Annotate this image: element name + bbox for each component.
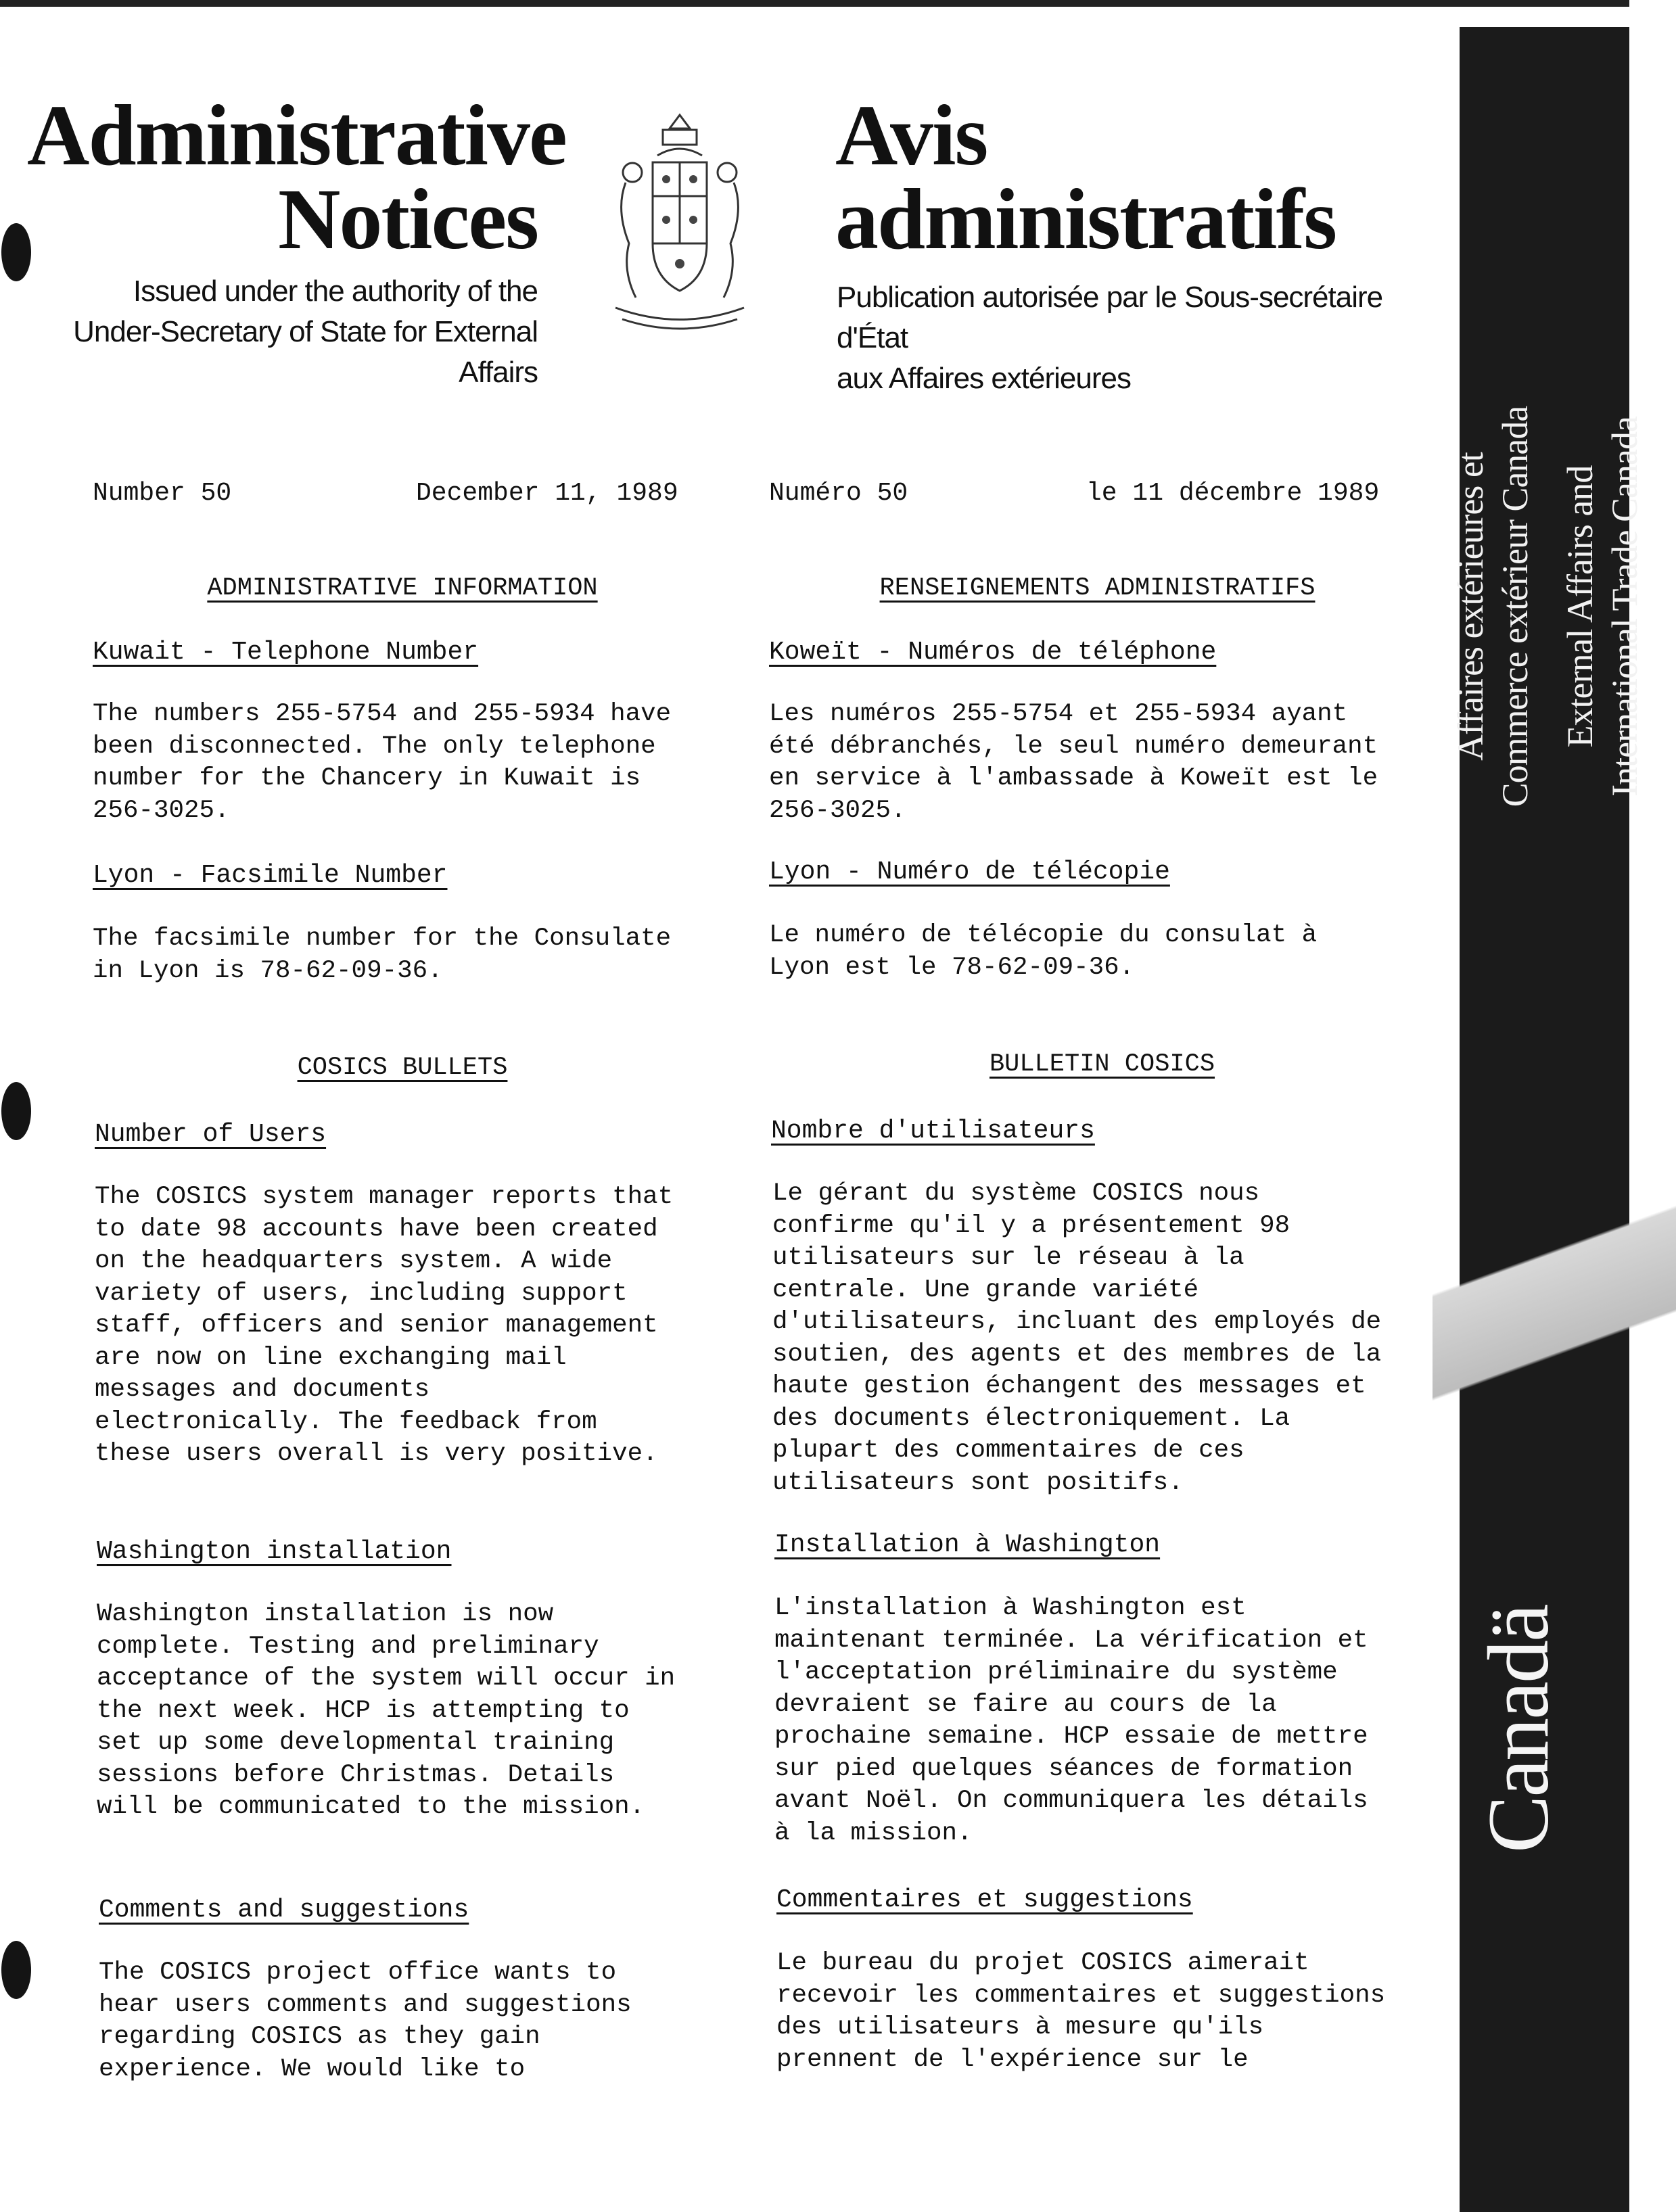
paragraph-kuwait-telephone: The numbers 255-5754 and 255-5934 have been disconnected. The only telephone number for the Chancery in Kuwait is 256-3025. xyxy=(93,700,672,825)
subtitle-french xyxy=(837,277,1445,399)
heading-washington-installation: Washington installation xyxy=(97,1537,452,1566)
paragraph-nombre-utilisateurs: Le gérant du système COSICS nous confirme qu'il y a présentement 98 utilisateurs sur le réseau à la centrale. Une grande variété d'utilisateurs, incluant des employés de soutien, des agents et des membres de la haute gestion échangent des messages et des documents électroniquement. La plupart des commentaires de ces utilisateurs sont positifs. xyxy=(772,1179,1382,1497)
title-english-line1: Administrative xyxy=(27,87,566,183)
binder-hole-bottom xyxy=(1,1941,31,1999)
department-side-band xyxy=(1450,27,1645,2212)
paragraph-lyon-facsimile: The facsimile number for the Consulate in Lyon is 78-62-09-36. xyxy=(93,924,672,985)
heading-commentaires-suggestions: Commentaires et suggestions xyxy=(776,1885,1193,1914)
paragraph-washington-installation: Washington installation is now complete. Testing and preliminary acceptance of the system will occur in the next week. HCP is attempting to set up some developmental training sessions before Christmas. Details will be communicated to the mission. xyxy=(97,1600,676,1821)
issue-date-french: le 11 décembre 1989 xyxy=(1086,479,1380,508)
binder-hole-middle xyxy=(1,1082,31,1140)
issue-date-english: December 11, 1989 xyxy=(416,479,678,508)
issue-number-english: Number 50 xyxy=(93,479,232,508)
top-edge-line xyxy=(0,0,1629,7)
section-heading-bulletin-cosics: BULLETIN COSICS xyxy=(989,1050,1215,1079)
heading-nombre-utilisateurs: Nombre d'utilisateurs xyxy=(771,1116,1095,1146)
title-english-line2: Notices xyxy=(277,171,538,267)
paragraph-koweit-telephone: Les numéros 255-5754 et 255-5934 ayant été débranchés, le seul numéro demeurant en service à l'ambassade à Koweït est le 256-3025. xyxy=(769,700,1378,825)
paragraph-installation-washington: L'installation à Washington est maintenant terminée. La vérification et l'acceptation préliminaire du système devraient se faire au cours de la prochaine semaine. HCP essaie de mettre sur pied quelques séances de formation avant Noël. On communiquera les détails à la mission. xyxy=(774,1594,1368,1848)
heading-comments-suggestions: Comments and suggestions xyxy=(99,1896,469,1925)
title-french-line2: administratifs xyxy=(835,171,1336,267)
title-french xyxy=(835,87,1444,267)
department-name-en-line2: International Trade Canada xyxy=(1604,417,1645,797)
section-heading-cosics-bullets: COSICS BULLETS xyxy=(297,1054,508,1082)
subtitle-english xyxy=(27,271,538,393)
heading-number-of-users: Number of Users xyxy=(95,1120,327,1149)
decorative-light-stripe xyxy=(1433,1190,1676,1447)
department-name-fr-line2: Commerce extérieur Canada xyxy=(1495,406,1535,807)
heading-lyon-facsimile: Lyon - Facsimile Number xyxy=(93,861,448,890)
section-heading-administrative-information: ADMINISTRATIVE INFORMATION xyxy=(207,574,598,603)
coat-of-arms-emblem xyxy=(595,108,764,338)
department-name-fr-line1: Affaires extérieures et xyxy=(1450,452,1491,761)
subtitle-french-line2: aux Affaires extérieures xyxy=(837,362,1131,395)
subtitle-french-line1: Publication autorisée par le Sous-secrétaire d'État xyxy=(837,281,1383,354)
paragraph-commentaires-suggestions: Le bureau du projet COSICS aimerait recevoir les commentaires et suggestions des utilisateurs à mesure qu'ils prennent de l'expérience sur le xyxy=(776,1949,1386,2074)
paragraph-comments-suggestions: The COSICS project office wants to hear users comments and suggestions regarding COSICS as they gain experience. We would like to xyxy=(99,1958,632,2084)
issue-number-french: Numéro 50 xyxy=(769,479,908,508)
heading-kuwait-telephone: Kuwait - Telephone Number xyxy=(93,638,479,667)
department-name-rotated xyxy=(1448,79,1647,1134)
paragraph-lyon-telecopie: Le numéro de télécopie du consulat à Lyon est le 78-62-09-36. xyxy=(769,921,1318,982)
subtitle-english-line2: Under-Secretary of State for External Affairs xyxy=(73,315,538,389)
section-heading-renseignements-administratifs: RENSEIGNEMENTS ADMINISTRATIFS xyxy=(879,574,1316,603)
paragraph-number-of-users: The COSICS system manager reports that to date 98 accounts have been created on the headquarters system. A wide variety of users, including support staff, officers and senior management are now on line exchanging mail messages and documents electronically. The feedback from these users overall is very positive. xyxy=(95,1183,674,1468)
department-name-en-line1: External Affairs and xyxy=(1560,465,1600,748)
heading-installation-washington: Installation à Washington xyxy=(774,1530,1161,1559)
canada-wordmark: Canadä xyxy=(1470,1605,1566,1853)
subtitle-english-line1: Issued under the authority of the xyxy=(133,275,538,308)
title-french-line1: Avis xyxy=(835,87,987,183)
title-english xyxy=(27,87,566,267)
heading-koweit-telephone: Koweït - Numéros de téléphone xyxy=(769,638,1217,667)
heading-lyon-telecopie: Lyon - Numéro de télécopie xyxy=(769,857,1170,887)
